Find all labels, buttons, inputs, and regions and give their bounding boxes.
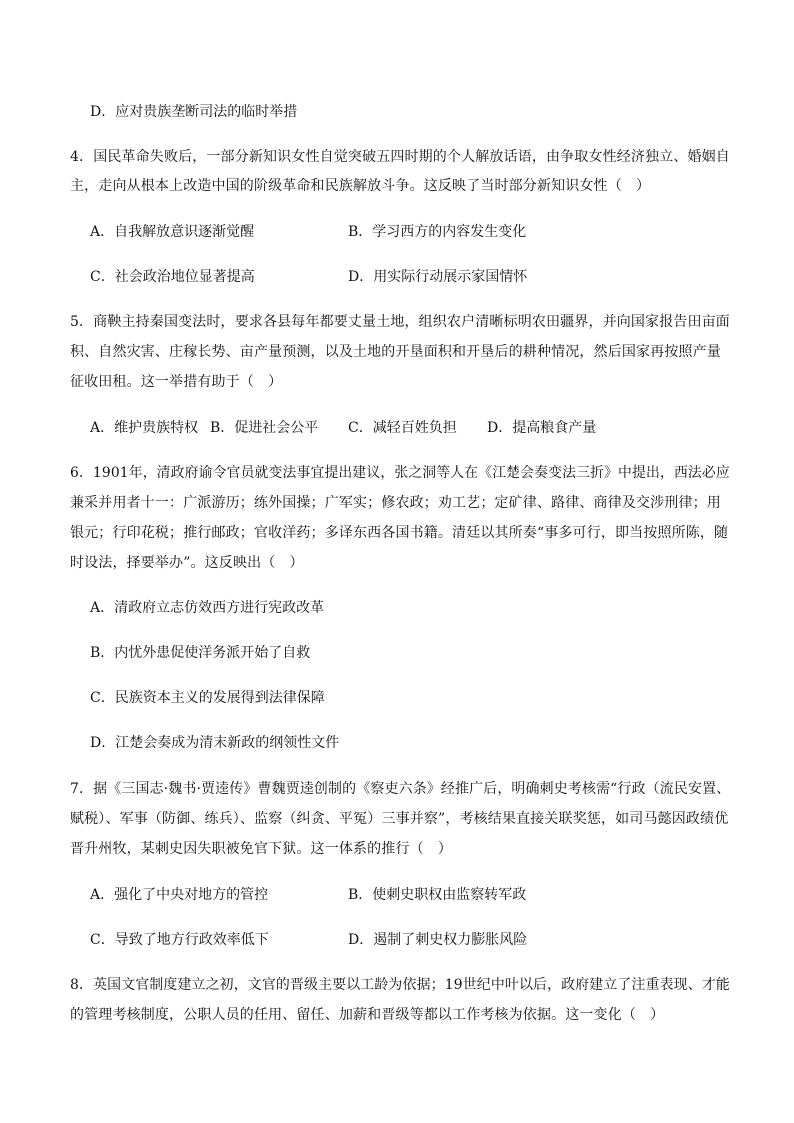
q6-stem-line-4: 时设法，择要举办”。这反映出（ ）	[70, 555, 304, 571]
q7-option-c: C．导致了地方行政效率低下	[90, 932, 269, 948]
q6-option-a: A．清政府立志仿效西方进行宪政改革	[90, 600, 325, 616]
q6-stem-line-3: 银元；行印花税；推行邮政；官收洋药；多译东西各国书籍。清廷以其所奏“事多可行，即当按照所陈，随	[70, 525, 729, 541]
q4-option-a: A．自我解放意识逐渐觉醒	[90, 224, 255, 240]
q5-option-a: A．维护贵族特权	[90, 420, 199, 436]
q4-stem-line-2: 主，走向从根本上改造中国的阶级革命和民族解放斗争。这反映了当时部分新知识女性（ ）	[70, 178, 651, 194]
q7-stem-line-3: 晋升州牧，某刺史因失职被免官下狱。这一体系的推行（ ）	[70, 841, 453, 857]
q7-option-d: D．遏制了刺史权力膨胀风险	[348, 932, 528, 948]
q5-stem-line-2: 积、自然灾害、庄稼长势、亩产量预测，以及土地的开垦面积和开垦后的耕种情况，然后国家再按照产量	[70, 344, 721, 360]
q7-option-a: A．强化了中央对地方的管控	[90, 887, 269, 903]
q5-option-c: C．减轻百姓负担	[348, 420, 457, 436]
q4-stem-line-1: 4．国民革命失败后，一部分新知识女性自觉突破五四时期的个人解放话语，由争取女性经济独立、婚姻自	[70, 149, 730, 165]
q7-stem-line-2: 赋税）、军事（防御、练兵）、监察（纠贪、平冤）三事并察”，考核结果直接关联奖惩，如司马懿因政绩优	[70, 811, 729, 827]
q4-option-d: D．用实际行动展示家国情怀	[348, 269, 528, 285]
q6-stem-line-2: 兼采并用者十一：广派游历；练外国操；广军实；修农政；劝工艺；定矿律、路律、商律及交涉刑律；用	[70, 495, 721, 511]
q4-option-c: C．社会政治地位显著提高	[90, 269, 255, 285]
q7-option-b: B．使刺史职权由监察转军政	[348, 887, 527, 903]
q6-option-c: C．民族资本主义的发展得到法律保障	[90, 690, 325, 706]
q3-option-d: D．应对贵族垄断司法的临时举措	[90, 104, 298, 120]
q7-stem-line-1: 7．据《三国志·魏书·贾逵传》曹魏贾逵创制的《察吏六条》经推广后，明确刺史考核需“行政（流民安置、	[70, 781, 731, 797]
q6-option-b: B．内忧外患促使洋务派开始了自救	[90, 645, 311, 661]
q8-stem-line-2: 的管理考核制度，公职人员的任用、留任、加薪和晋级等都以工作考核为依据。这一变化（ ）	[70, 1007, 665, 1023]
q6-stem-line-1: 6．1901年，清政府谕令官员就变法事宜提出建议，张之洞等人在《江楚会奏变法三折》中提出，西法必应	[70, 465, 730, 481]
q5-option-b: B．促进社会公平	[210, 420, 319, 436]
q5-stem-line-3: 征收田租。这一举措有助于（ ）	[70, 374, 283, 390]
q5-option-d: D．提高粮食产量	[487, 420, 597, 436]
q8-stem-line-1: 8．英国文官制度建立之初，文官的晋级主要以工龄为依据；19世纪中叶以后，政府建立了注重表现、才能	[70, 977, 730, 993]
q4-option-b: B．学习西方的内容发生变化	[348, 224, 527, 240]
q6-option-d: D．江楚会奏成为清末新政的纲领性文件	[90, 735, 340, 751]
q5-stem-line-1: 5．商鞅主持秦国变法时，要求各县每年都要丈量土地，组织农户清晰标明农田疆界，并向国家报告田亩面	[70, 314, 730, 330]
